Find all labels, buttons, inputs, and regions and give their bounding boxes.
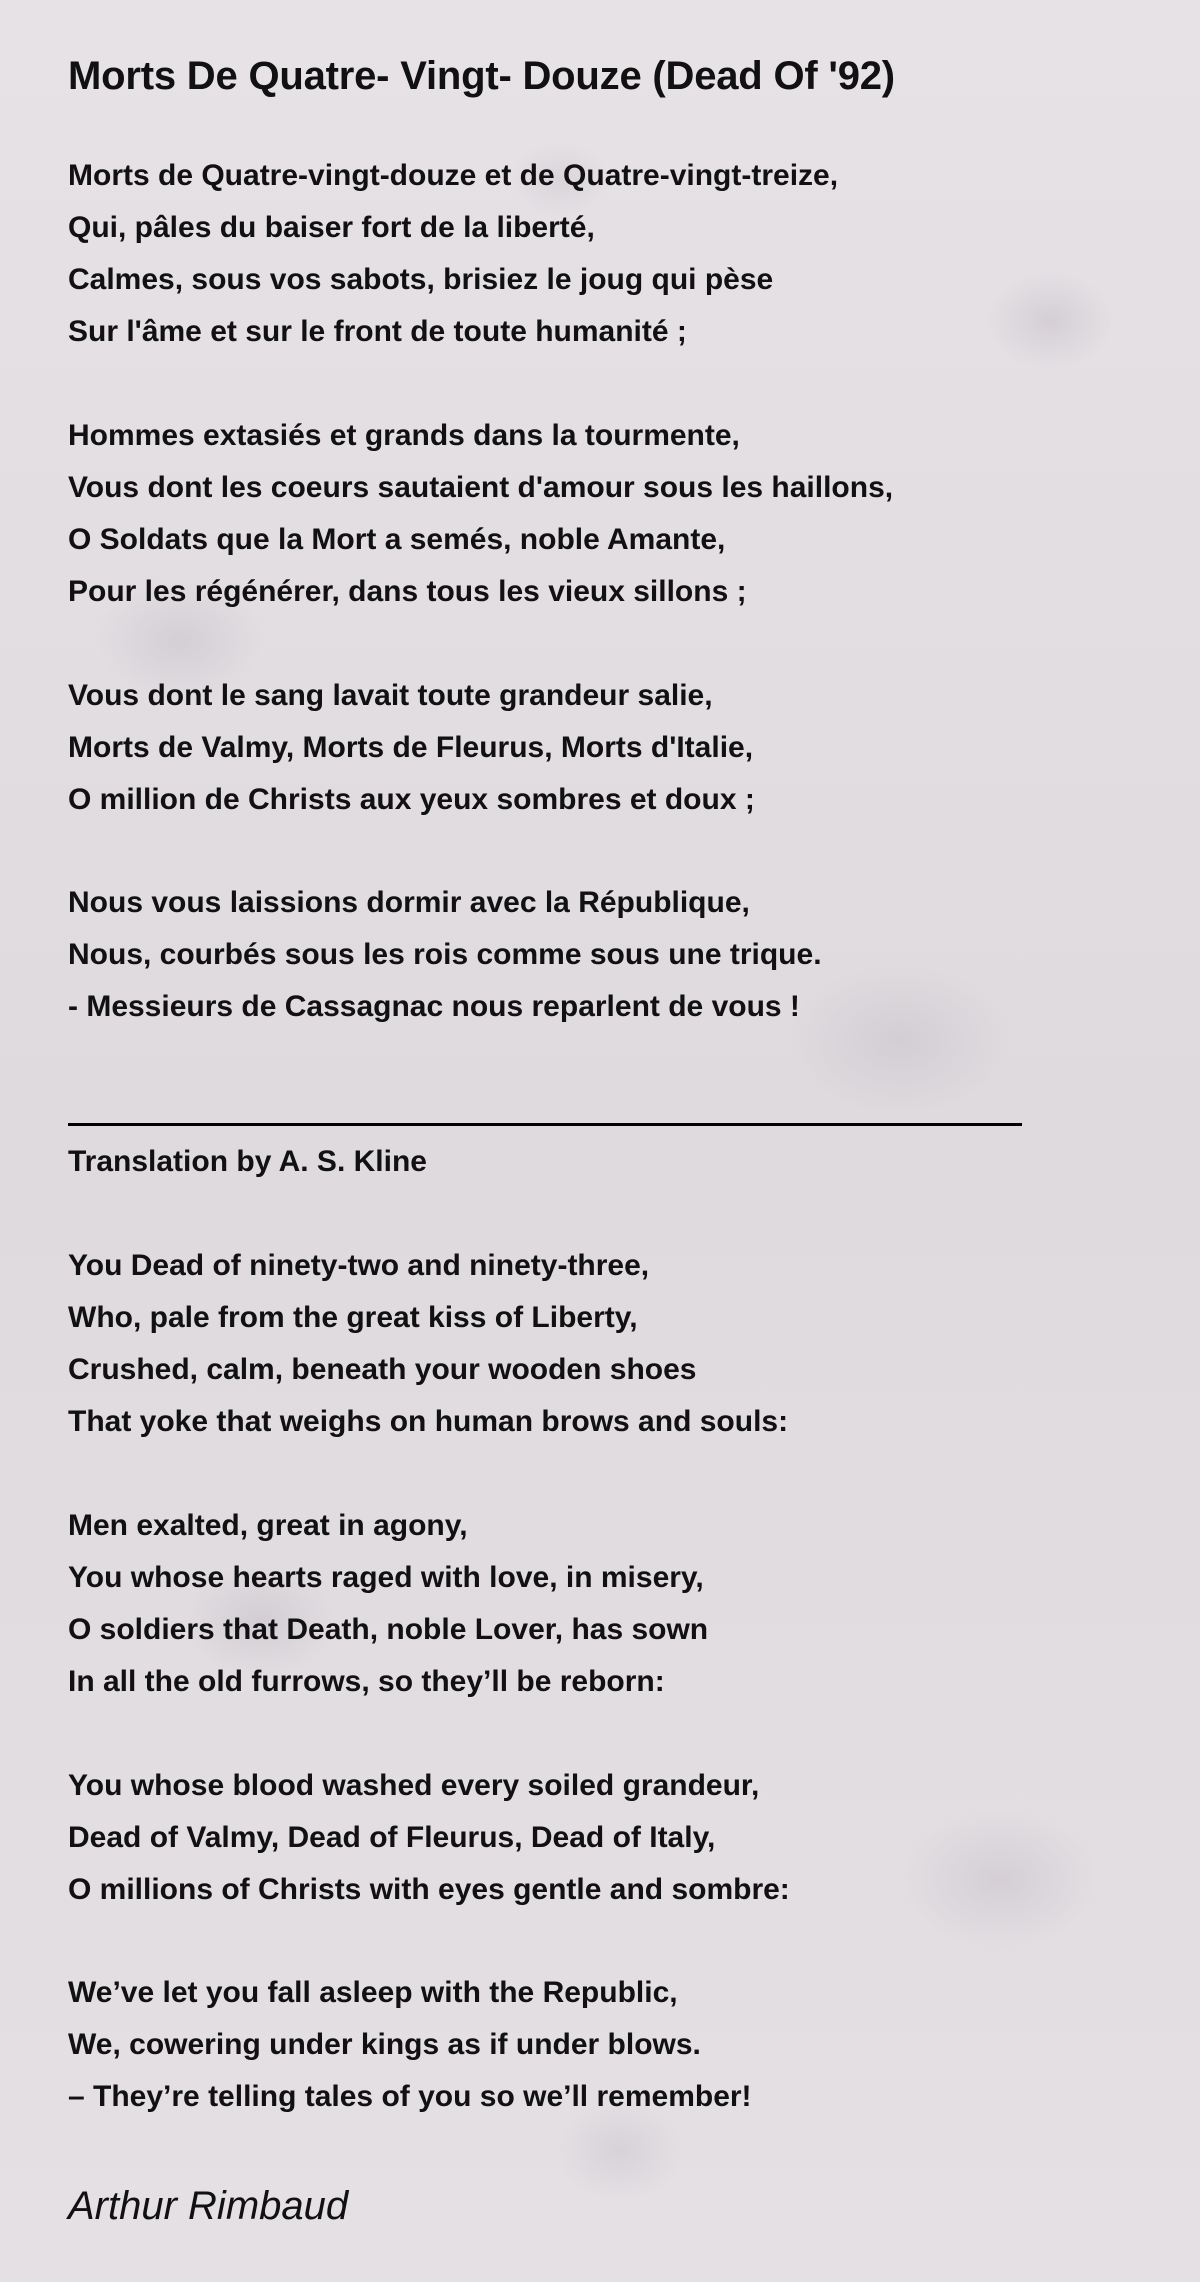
- poem-line: - Messieurs de Cassagnac nous reparlent de vous !: [68, 990, 800, 1023]
- translation-stanza-1: [68, 1240, 788, 1448]
- poem-line: We’ve let you fall asleep with the Republic,: [68, 1976, 678, 2009]
- poem-line: We, cowering under kings as if under blows.: [68, 2028, 701, 2061]
- poem-line: That yoke that weighs on human brows and souls:: [68, 1405, 789, 1438]
- poem-line: – They’re telling tales of you so we’ll remember!: [68, 2080, 752, 2113]
- poem-line: Morts de Quatre-vingt-douze et de Quatre-vingt-treize,: [68, 159, 839, 192]
- poem-line: Nous vous laissions dormir avec la République,: [68, 886, 750, 919]
- poem-line: Pour les régénérer, dans tous les vieux sillons ;: [68, 575, 747, 608]
- poem-title: Morts De Quatre- Vingt- Douze (Dead Of '92): [68, 54, 895, 98]
- poem-line: Calmes, sous vos sabots, brisiez le joug qui pèse: [68, 263, 774, 296]
- poem-line: Nous, courbés sous les rois comme sous une trique.: [68, 938, 822, 971]
- poem-line: O millions of Christs with eyes gentle and sombre:: [68, 1873, 790, 1906]
- poem-line: You Dead of ninety-two and ninety-three,: [68, 1249, 650, 1282]
- poem-line: Vous dont le sang lavait toute grandeur salie,: [68, 679, 713, 712]
- poem-line: You whose blood washed every soiled grandeur,: [68, 1769, 760, 1802]
- poem-line: Men exalted, great in agony,: [68, 1509, 468, 1542]
- original-stanza-1: [68, 150, 838, 358]
- translation-credit: Translation by A. S. Kline: [68, 1145, 427, 1178]
- poem-line: Qui, pâles du baiser fort de la liberté,: [68, 211, 595, 244]
- poem-line: Hommes extasiés et grands dans la tourmente,: [68, 419, 740, 452]
- translation-stanza-3: [68, 1760, 790, 1916]
- translation-stanza-4: [68, 1967, 752, 2123]
- poem-line: You whose hearts raged with love, in misery,: [68, 1561, 704, 1594]
- poem-line: Sur l'âme et sur le front de toute humanité ;: [68, 315, 687, 348]
- poem-line: Dead of Valmy, Dead of Fleurus, Dead of Italy,: [68, 1821, 716, 1854]
- poem-line: O million de Christs aux yeux sombres et doux ;: [68, 783, 755, 816]
- poem-line: O Soldats que la Mort a semés, noble Amante,: [68, 523, 726, 556]
- poem-line: O soldiers that Death, noble Lover, has sown: [68, 1613, 709, 1646]
- poem-line: In all the old furrows, so they’ll be reborn:: [68, 1665, 665, 1698]
- poem-line: Morts de Valmy, Morts de Fleurus, Morts d'Italie,: [68, 731, 754, 764]
- translation-stanza-2: [68, 1500, 708, 1708]
- original-stanza-4: [68, 877, 822, 1033]
- divider-rule: [68, 1123, 1022, 1126]
- original-stanza-3: [68, 670, 755, 826]
- poem-line: Vous dont les coeurs sautaient d'amour sous les haillons,: [68, 471, 894, 504]
- poem-line: Who, pale from the great kiss of Liberty,: [68, 1301, 638, 1334]
- author-name[interactable]: Arthur Rimbaud: [68, 2184, 349, 2228]
- poem-line: Crushed, calm, beneath your wooden shoes: [68, 1353, 697, 1386]
- original-stanza-2: [68, 410, 893, 618]
